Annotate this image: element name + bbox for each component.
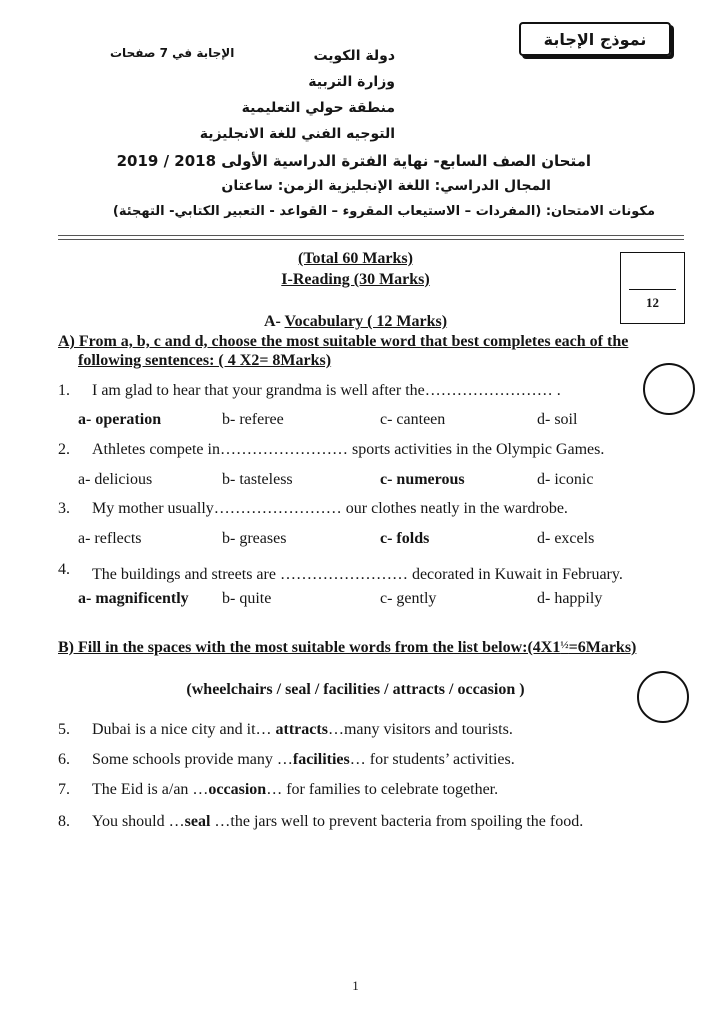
- question-1-text: I am glad to hear that your grandma is well after the…………………… .: [92, 382, 561, 399]
- pages-note: الإجابة في 7 صفحات: [110, 46, 235, 60]
- q2-option-b: b- tasteless: [222, 471, 293, 488]
- question-2-number: 2.: [58, 441, 70, 458]
- item-8: [58, 813, 583, 831]
- question-4-text: The buildings and streets are …………………… decorated in Kuwait in February.: [92, 566, 623, 583]
- q1-option-d: d- soil: [537, 411, 578, 428]
- q2-option-a: a- delicious: [78, 471, 153, 488]
- item-8-before: You should …: [92, 813, 185, 830]
- reading-title: I-Reading (30 Marks): [281, 271, 430, 288]
- item-8-answer: seal: [184, 813, 211, 830]
- score-value: 12: [646, 295, 659, 310]
- item-5: [58, 721, 513, 739]
- item-6-answer: facilities: [292, 751, 350, 768]
- answer-key-tag: نموذج الإجابة: [519, 22, 671, 56]
- q1-option-b: b- referee: [222, 411, 284, 428]
- vocab-prefix: A-: [263, 313, 285, 330]
- divider-top: [58, 235, 684, 236]
- item-5-after: …many visitors and tourists.: [327, 721, 513, 738]
- page-number: 1: [352, 978, 359, 993]
- item-6-number: 6.: [58, 751, 70, 768]
- q1-option-c: c- canteen: [380, 411, 446, 428]
- question-4-number: 4.: [58, 561, 70, 578]
- item-5-before: Dubai is a nice city and it…: [92, 721, 276, 738]
- q4-option-a: a- magnificently: [78, 590, 189, 607]
- score-line: [629, 289, 676, 290]
- header-district: منطقة حولي التعليمية: [241, 100, 395, 116]
- item-6-before: Some schools provide many …: [92, 751, 293, 768]
- item-5-number: 5.: [58, 721, 70, 738]
- item-7-before: The Eid is a/an …: [92, 781, 209, 798]
- divider-bottom: [58, 239, 684, 240]
- item-6-after: … for students’ activities.: [349, 751, 515, 768]
- question-3-text: My mother usually…………………… our clothes neatly in the wardrobe.: [92, 500, 568, 517]
- q2-option-c: c- numerous: [380, 471, 465, 488]
- q1-option-a: a- operation: [78, 411, 162, 428]
- instruction-a-line1: A) From a, b, c and d, choose the most suitable word that best completes each of the: [58, 333, 629, 350]
- total-marks: (Total 60 Marks): [298, 250, 413, 267]
- header-country: دولة الكويت: [313, 48, 395, 64]
- item-7-answer: occasion: [208, 781, 267, 798]
- q3-option-b: b- greases: [222, 530, 287, 547]
- instruction-a-line2: following sentences: ( 4 X2= 8Marks): [78, 352, 332, 369]
- q2-option-d: d- iconic: [537, 471, 594, 488]
- header-subject-time: المجال الدراسي: اللغة الإنجليزية الزمن: ساعتان: [221, 178, 551, 194]
- mark-circle-b: [637, 671, 689, 723]
- instruction-b-fraction: ½: [560, 639, 569, 651]
- item-7-number: 7.: [58, 781, 70, 798]
- instruction-b-main: B) Fill in the spaces with the most suitable words from the list below:(4X1: [58, 639, 561, 656]
- item-7: [58, 781, 498, 799]
- item-7-after: … for families to celebrate together.: [266, 781, 499, 798]
- item-5-answer: attracts: [275, 721, 328, 738]
- q4-option-b: b- quite: [222, 590, 272, 607]
- q3-option-a: a- reflects: [78, 530, 142, 547]
- q3-option-c: c- folds: [380, 530, 430, 547]
- q4-option-d: d- happily: [537, 590, 603, 607]
- question-3-number: 3.: [58, 500, 70, 517]
- instruction-b: [58, 639, 636, 657]
- header-ministry: وزارة التربية: [308, 74, 395, 90]
- header-supervision: التوجيه الفني للغة الانجليزية: [199, 126, 395, 142]
- header-components: مكونات الامتحان: (المفردات – الاستيعاب المقروء – القواعد - التعبير الكتابي- التهجئة): [112, 204, 655, 219]
- question-2-text: Athletes compete in…………………… sports activities in the Olympic Games.: [92, 441, 605, 458]
- item-8-after: …the jars well to prevent bacteria from spoiling the food.: [210, 813, 584, 830]
- item-8-number: 8.: [58, 813, 70, 830]
- item-6: [58, 751, 515, 769]
- vocab-title: Vocabulary ( 12 Marks): [284, 313, 448, 330]
- word-list: (wheelchairs / seal / facilities / attracts / occasion ): [186, 681, 525, 698]
- mark-circle-a: [643, 363, 695, 415]
- question-1-number: 1.: [58, 382, 70, 399]
- header-exam: امتحان الصف السابع- نهاية الفترة الدراسية الأولى 2018 / 2019: [116, 152, 591, 170]
- q4-option-c: c- gently: [380, 590, 437, 607]
- vocab-heading: [0, 313, 711, 331]
- instruction-b-end: =6Marks): [568, 639, 637, 656]
- q3-option-d: d- excels: [537, 530, 595, 547]
